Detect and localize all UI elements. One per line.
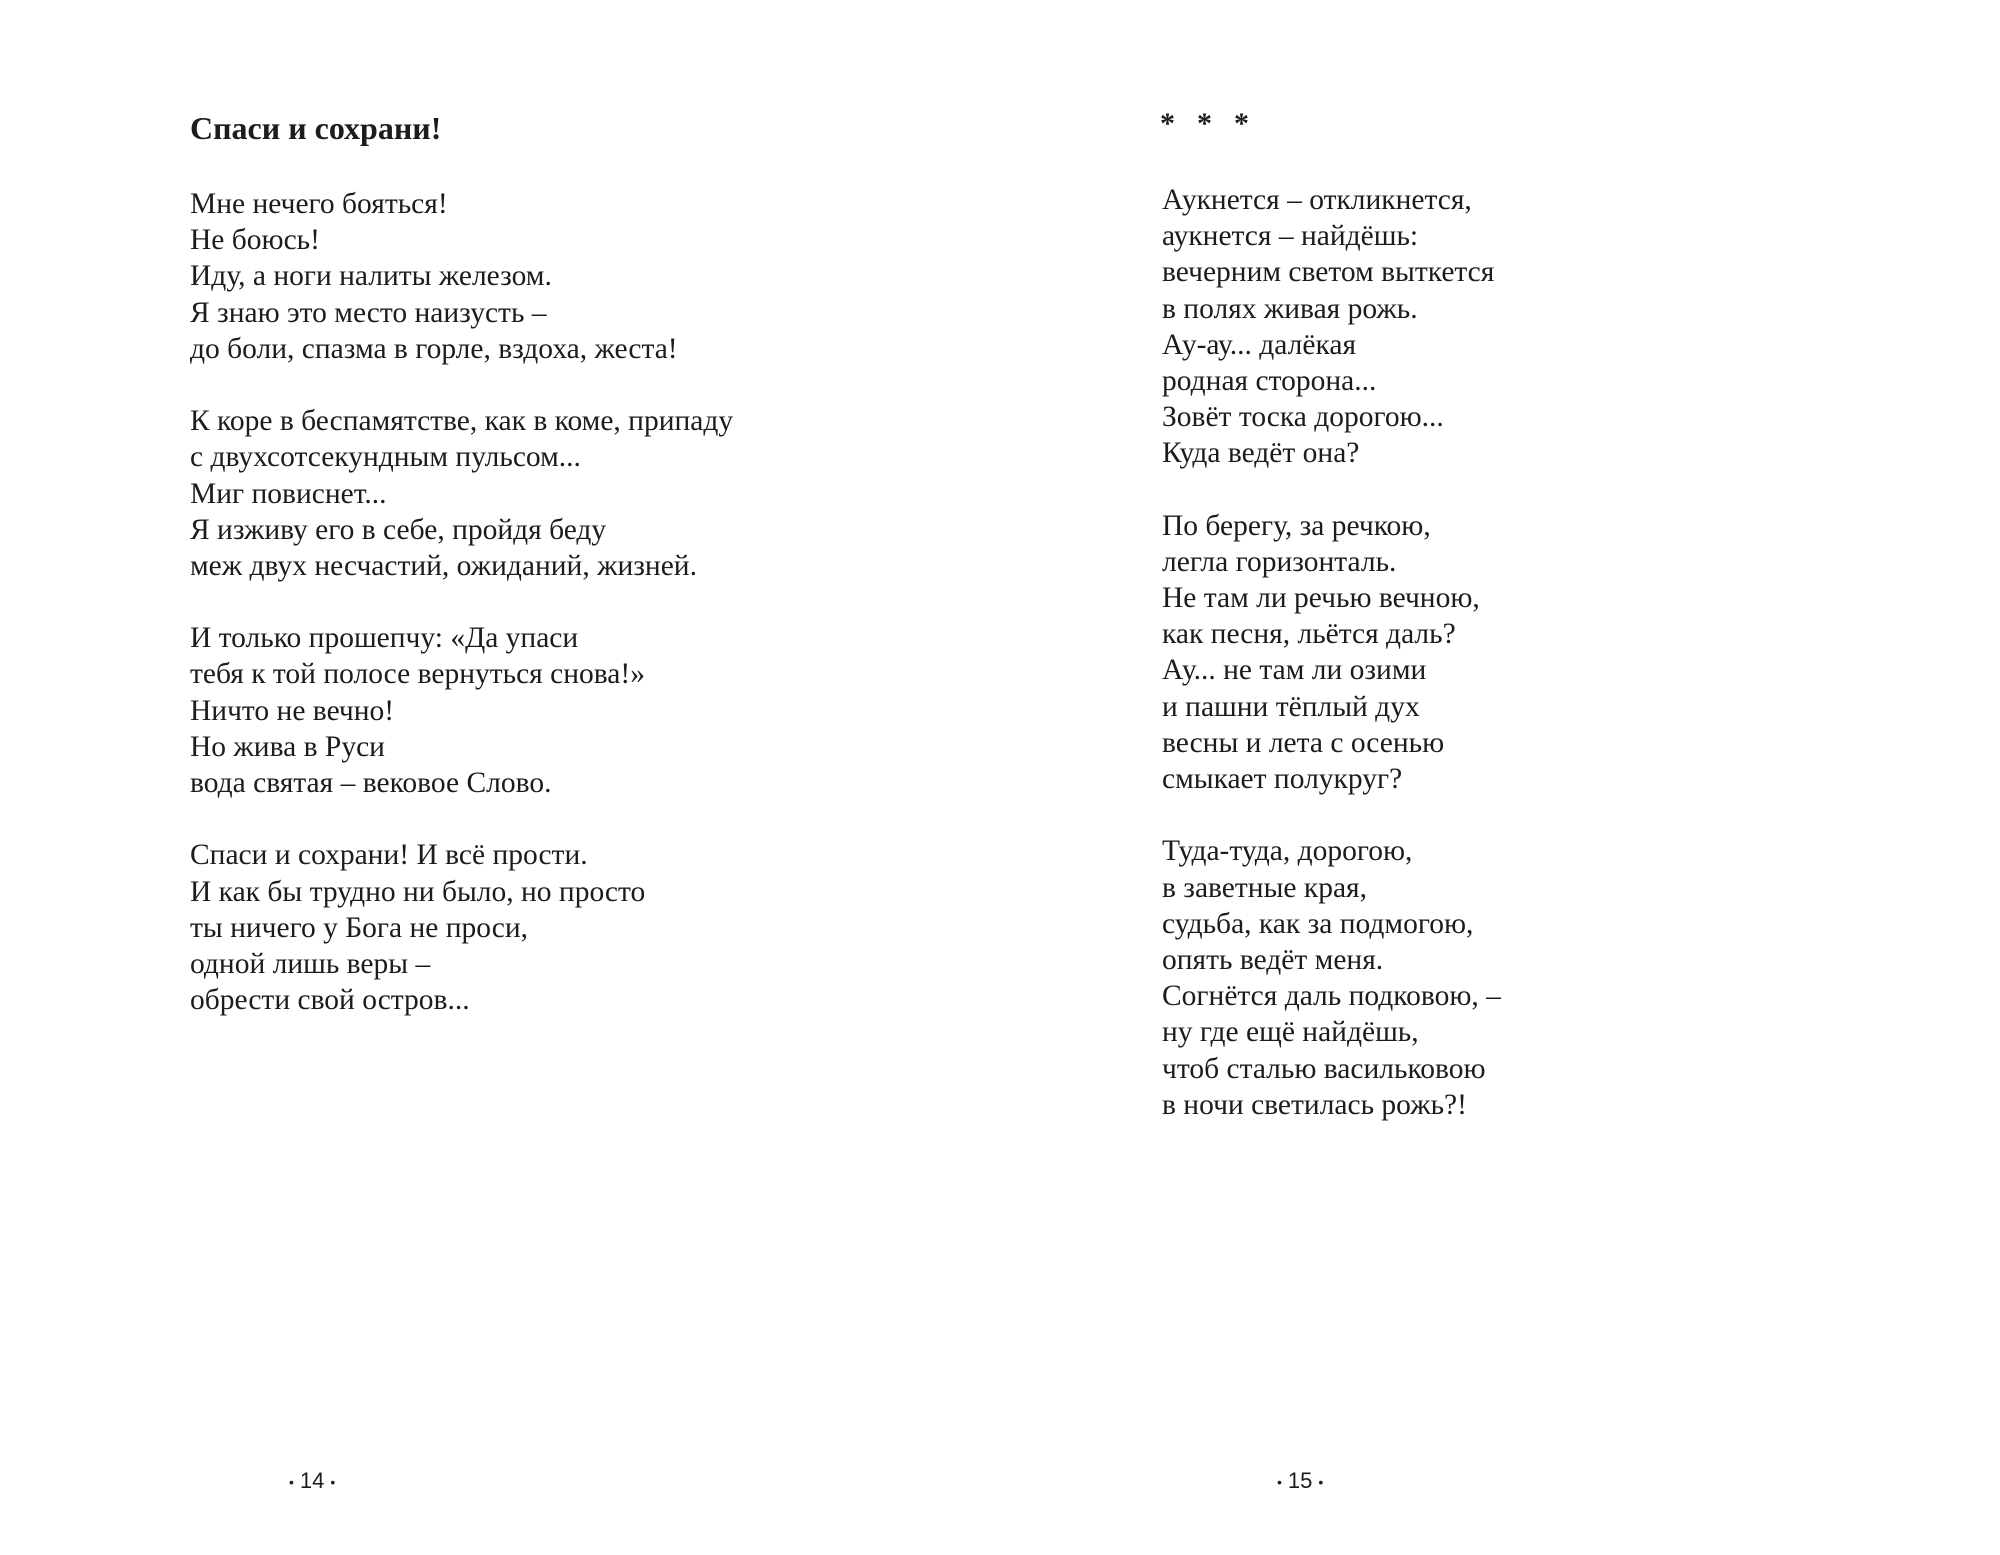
page-number-value: 15 bbox=[1287, 1468, 1313, 1493]
poem-line: меж двух несчастий, ожиданий, жизней. bbox=[190, 549, 697, 582]
poem-line: опять ведёт меня. bbox=[1162, 943, 1384, 976]
poem-line: в ночи светилась рожь?! bbox=[1162, 1088, 1467, 1121]
poem-text bbox=[190, 186, 733, 1018]
right-page bbox=[1000, 0, 2000, 1555]
poem-line: вода святая – вековое Слово. bbox=[190, 767, 552, 799]
stanza bbox=[1162, 833, 1501, 1123]
poem-text bbox=[1162, 182, 1501, 1123]
poem-line: Спаси и сохрани! И всё прости. bbox=[190, 839, 588, 872]
poem-line: родная сторона... bbox=[1162, 364, 1377, 397]
star-icon: * bbox=[1160, 107, 1175, 140]
poem-line: ну где ещё найдёшь, bbox=[1162, 1016, 1419, 1049]
poem-line: Но жива в Руси bbox=[190, 730, 385, 763]
poem-line: обрести свой остров... bbox=[190, 984, 470, 1017]
poem-line: Согнётся даль подковою, – bbox=[1162, 980, 1501, 1013]
bullet-icon: • bbox=[1318, 1474, 1324, 1491]
poem-line: одной лишь веры – bbox=[190, 947, 431, 980]
section-break-stars bbox=[1160, 107, 1271, 141]
poem-line: аукнется – найдёшь: bbox=[1162, 220, 1419, 253]
stanza bbox=[190, 403, 733, 584]
poem-line: в заветные края, bbox=[1162, 871, 1367, 904]
poem-line: с двухсотсекундным пульсом... bbox=[190, 441, 581, 474]
stanza bbox=[190, 186, 733, 367]
star-icon: * bbox=[1197, 107, 1212, 140]
poem-line: Куда ведёт она? bbox=[1162, 437, 1360, 470]
poem-line: весны и лета с осенью bbox=[1162, 726, 1445, 759]
poem-line: ты ничего у Бога не проси, bbox=[190, 911, 528, 944]
poem-line: И как бы трудно ни было, но просто bbox=[190, 875, 646, 908]
poem-line: как песня, льётся даль? bbox=[1162, 618, 1456, 651]
star-icon: * bbox=[1234, 107, 1249, 140]
poem-line: легла горизонталь. bbox=[1162, 545, 1397, 578]
poem-line: И только прошепчу: «Да упаси bbox=[190, 622, 579, 655]
poem-line: Туда-туда, дорогою, bbox=[1162, 835, 1413, 868]
poem-line: чтоб сталью васильковою bbox=[1162, 1052, 1486, 1085]
bullet-icon: • bbox=[330, 1474, 336, 1491]
poem-line: Ау-ау... далёкая bbox=[1162, 328, 1357, 361]
poem-line: Я изживу его в себе, пройдя беду bbox=[190, 513, 607, 546]
poem-title: Спаси и сохрани! bbox=[190, 110, 442, 146]
stanza bbox=[1162, 182, 1501, 472]
poem-line: Ничто не вечно! bbox=[190, 694, 395, 727]
poem-line: По берегу, за речкою, bbox=[1162, 509, 1431, 542]
poem-line: Не там ли речью вечною, bbox=[1162, 582, 1480, 615]
stanza bbox=[190, 837, 733, 1018]
poem-line: Мне нечего бояться! bbox=[190, 188, 448, 220]
poem-line: тебя к той полосе вернуться снова!» bbox=[190, 658, 645, 691]
poem-line: в полях живая рожь. bbox=[1162, 292, 1418, 325]
stanza bbox=[1162, 508, 1501, 798]
poem-line: Аукнется – откликнется, bbox=[1162, 184, 1472, 216]
stanza bbox=[190, 620, 733, 801]
bullet-icon: • bbox=[289, 1474, 294, 1491]
poem-line: Ау... не там ли озими bbox=[1162, 654, 1427, 687]
poem-line: судьба, как за подмогою, bbox=[1162, 907, 1474, 940]
poem-line: вечерним светом выткется bbox=[1162, 256, 1495, 289]
poem-line: Я знаю это место наизусть – bbox=[190, 296, 547, 329]
page-number bbox=[1271, 1468, 1329, 1494]
poem-line: Миг повиснет... bbox=[190, 477, 387, 510]
poem-line: смыкает полукруг? bbox=[1162, 763, 1403, 795]
poem-line: и пашни тёплый дух bbox=[1162, 690, 1420, 723]
bullet-icon: • bbox=[1277, 1474, 1282, 1491]
poem-line: К коре в беспамятстве, как в коме, припаду bbox=[190, 405, 734, 438]
poem-line: Иду, а ноги налиты железом. bbox=[190, 260, 552, 293]
poem-line: Не боюсь! bbox=[190, 224, 320, 257]
page-number bbox=[283, 1468, 341, 1494]
page-number-value: 14 bbox=[299, 1468, 325, 1493]
poem-line: Зовёт тоска дорогою... bbox=[1162, 401, 1444, 434]
poem-line: до боли, спазма в горле, вздоха, жеста! bbox=[190, 332, 678, 365]
